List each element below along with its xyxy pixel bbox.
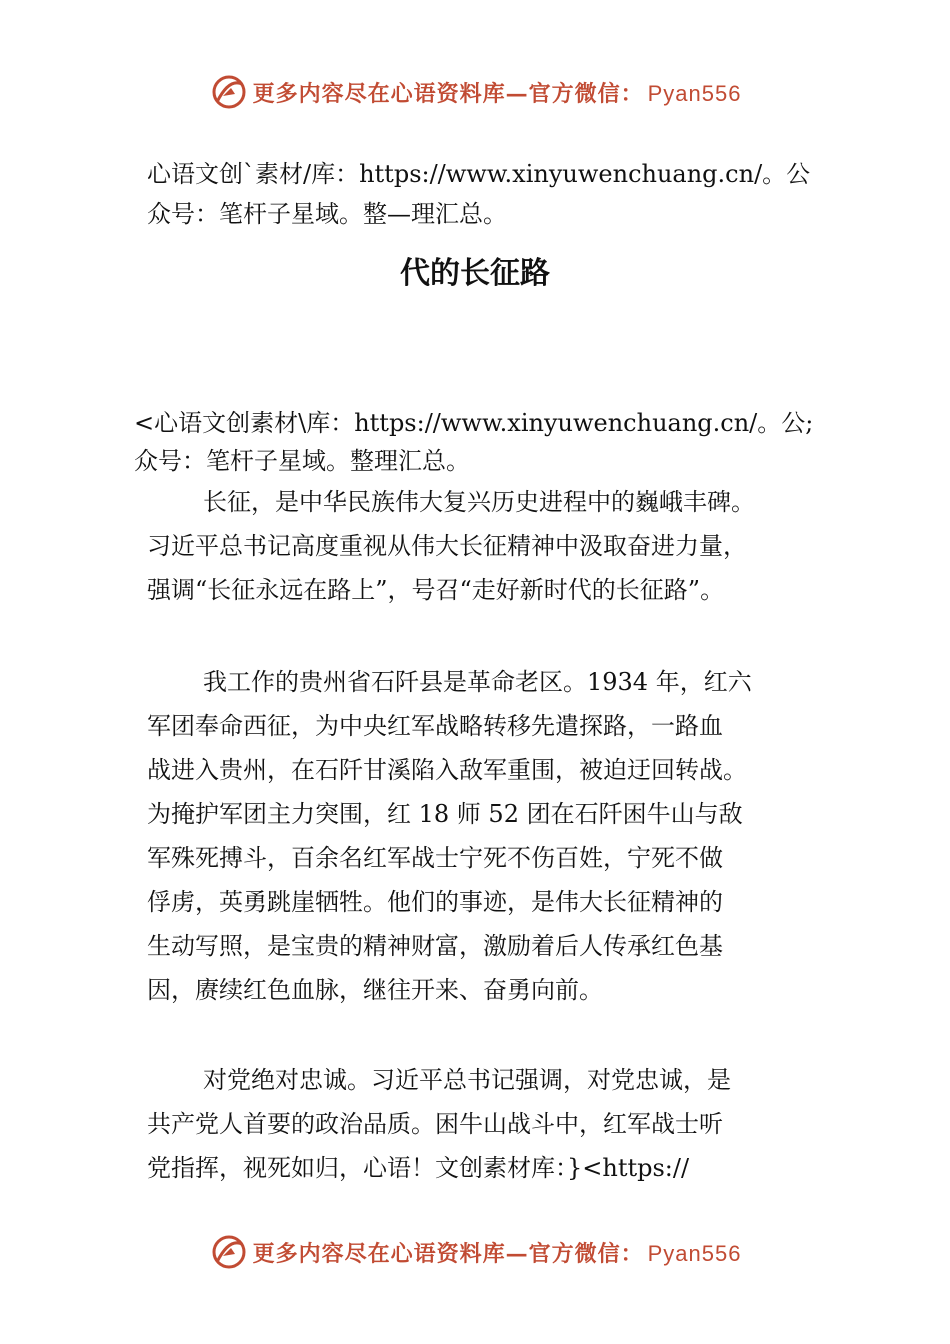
page-title: 代的长征路	[400, 256, 550, 291]
paragraph-line: 我工作的贵州省石阡县是革命老区。1934 年，红六	[203, 668, 752, 696]
source-note-line: <心语文创素材\库：https://www.xinyuwenchuang.cn/。公;	[134, 409, 814, 437]
paragraph-line: 习近平总书记高度重视从伟大长征精神中汲取奋进力量，	[147, 532, 747, 560]
paragraph-line: 强调“长征永远在路上”，号召“走好新时代的长征路”。	[147, 576, 725, 604]
source-note	[134, 404, 813, 480]
brand-logo-icon	[209, 72, 249, 112]
source-note-line: 众号：笔杆子星域。整理汇总。	[134, 447, 470, 475]
paragraph-line: 军团奉命西征，为中央红军战略转移先遣探路，一路血	[147, 712, 723, 740]
paragraph-line: 军殊死搏斗，百余名红军战士宁死不伤百姓，宁死不做	[147, 844, 723, 872]
paragraph-line: 生动写照，是宝贵的精神财富，激励着后人传承红色基	[147, 932, 723, 960]
paragraph-3	[147, 1058, 731, 1190]
brand-logo-icon	[209, 1232, 249, 1272]
paragraph-line: 共产党人首要的政治品质。困牛山战斗中，红军战士听	[147, 1110, 723, 1138]
footer-wechat-id: Pyan556	[647, 1240, 742, 1266]
header-wechat-id: Pyan556	[647, 80, 742, 106]
paragraph-1	[147, 480, 755, 612]
paragraph-line: 对党绝对忠诚。习近平总书记强调，对党忠诚，是	[203, 1066, 731, 1094]
footer-banner	[0, 1232, 950, 1272]
header-banner	[0, 72, 950, 112]
intro-line: 心语文创`素材/库：https://www.xinyuwenchuang.cn/。公	[147, 160, 811, 188]
header-slogan: 更多内容尽在心语资料库—官方微信： Pyan556	[252, 80, 742, 107]
paragraph-line: 战进入贵州，在石阡甘溪陷入敌军重围，被迫迂回转战。	[147, 756, 747, 784]
paragraph-2	[147, 660, 752, 1012]
paragraph-line: 为掩护军团主力突围，红 18 师 52 团在石阡困牛山与敌	[147, 800, 743, 828]
footer-slogan: 更多内容尽在心语资料库—官方微信： Pyan556	[252, 1240, 742, 1267]
paragraph-line: 长征，是中华民族伟大复兴历史进程中的巍峨丰碑。	[203, 488, 755, 516]
paragraph-line: 因，赓续红色血脉，继往开来、奋勇向前。	[147, 976, 603, 1004]
paragraph-line: 党指挥，视死如归，心语！文创素材库：}<https://	[147, 1154, 690, 1182]
intro-line: 众号：笔杆子星域。整—理汇总。	[147, 200, 507, 228]
intro-note	[147, 154, 810, 234]
paragraph-line: 俘虏，英勇跳崖牺牲。他们的事迹，是伟大长征精神的	[147, 888, 723, 916]
